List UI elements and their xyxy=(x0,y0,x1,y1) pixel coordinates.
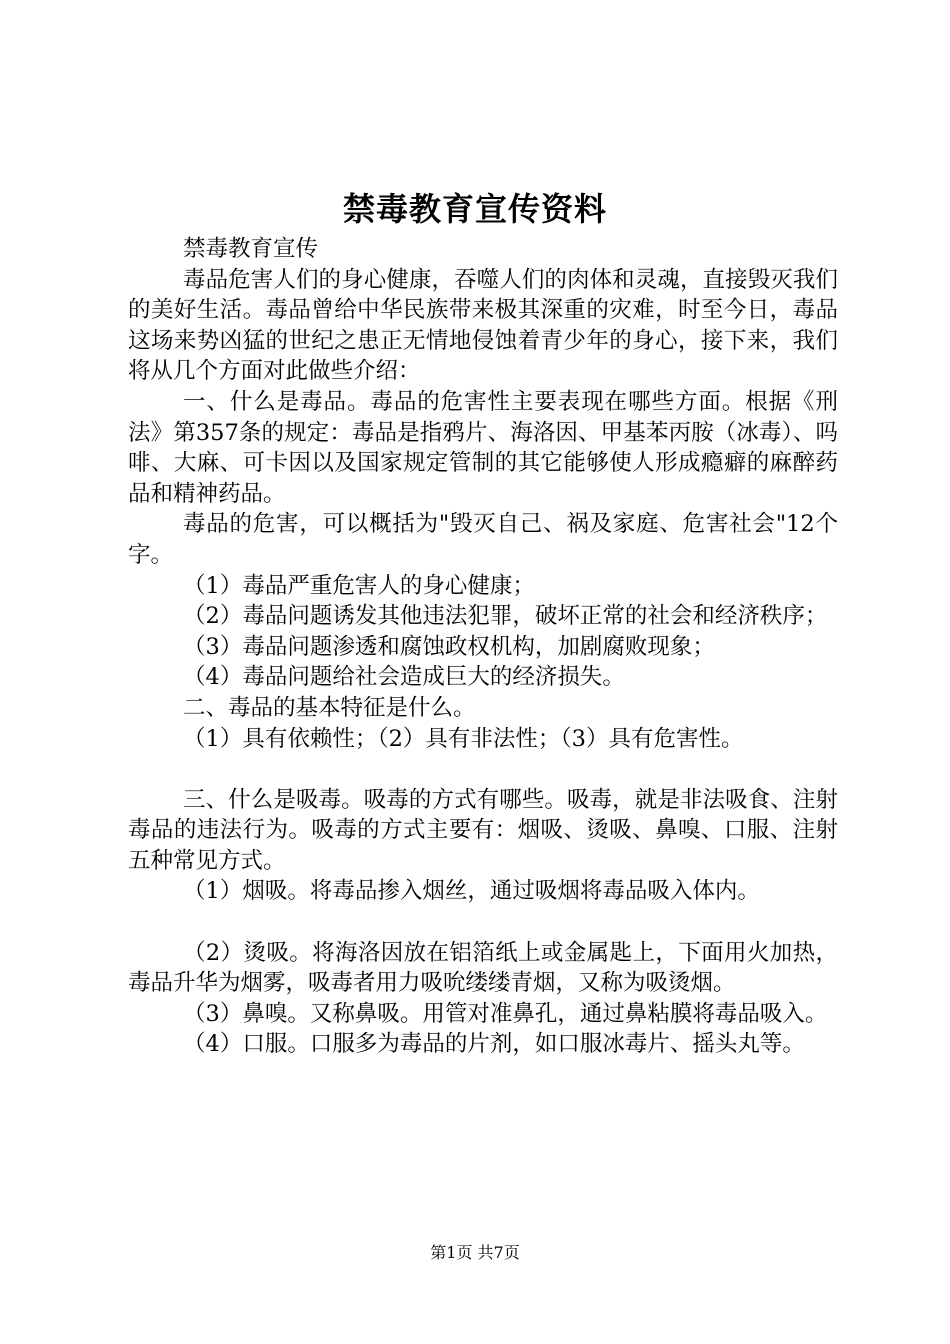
list-item-method-1: （1）烟吸。将毒品掺入烟丝，通过吸烟将毒品吸入体内。 xyxy=(183,878,760,905)
paragraph-heading: 禁毒教育宣传 xyxy=(183,236,319,262)
paragraph-section-1: 一、什么是毒品。毒品的危害性主要表现在哪些方面。根据《刑法》第357条的规定：毒品是指鸦片、海洛因、甲基苯丙胺（冰毒）、吗啡、大麻、可卡因以及国家规定管制的其它能够使人形成瘾癖的麻醉药品和精神药品。 xyxy=(128,388,838,507)
list-item-harm-2: （2）毒品问题诱发其他违法犯罪，破坏正常的社会和经济秩序； xyxy=(183,603,828,630)
paragraph-section-2: 二、毒品的基本特征是什么。 xyxy=(183,694,476,721)
list-item-features: （1）具有依赖性；（2）具有非法性；（3）具有危害性。 xyxy=(183,725,744,752)
list-item-harm-4: （4）毒品问题给社会造成巨大的经济损失。 xyxy=(183,664,625,691)
paragraph-section-3: 三、什么是吸毒。吸毒的方式有哪些。吸毒，就是非法吸食、注射毒品的违法行为。吸毒的方式主要有：烟吸、烫吸、鼻嗅、口服、注射五种常见方式。 xyxy=(128,786,838,874)
list-item-method-3: （3）鼻嗅。又称鼻吸。用管对准鼻孔，通过鼻粘膜将毒品吸入。 xyxy=(183,1000,828,1027)
document-body xyxy=(128,234,838,1060)
document-title: 禁毒教育宣传资料 xyxy=(342,190,607,228)
paragraph-harm-summary: 毒品的危害，可以概括为"毁灭自己、祸及家庭、危害社会"12个字。 xyxy=(128,511,838,568)
blank-line xyxy=(128,907,838,938)
list-item-method-2: （2）烫吸。将海洛因放在铝箔纸上或金属匙上，下面用火加热，毒品升华为烟雾，吸毒者用力吸吮缕缕青烟，又称为吸烫烟。 xyxy=(128,939,838,997)
page-number-footer: 第1页 共7页 xyxy=(430,1243,520,1262)
blank-line xyxy=(128,754,838,785)
list-item-harm-3: （3）毒品问题渗透和腐蚀政权机构，加剧腐败现象； xyxy=(183,633,715,660)
paragraph-intro: 毒品危害人们的身心健康，吞噬人们的肉体和灵魂，直接毁灭我们的美好生活。毒品曾给中华民族带来极其深重的灾难，时至今日，毒品这场来势凶猛的世纪之患正无情地侵蚀着青少年的身心，接下来，我们将从几个方面对此做些介绍： xyxy=(128,266,838,385)
list-item-harm-1: （1）毒品严重危害人的身心健康； xyxy=(183,572,535,599)
list-item-method-4: （4）口服。口服多为毒品的片剂，如口服冰毒片、摇头丸等。 xyxy=(183,1031,805,1058)
